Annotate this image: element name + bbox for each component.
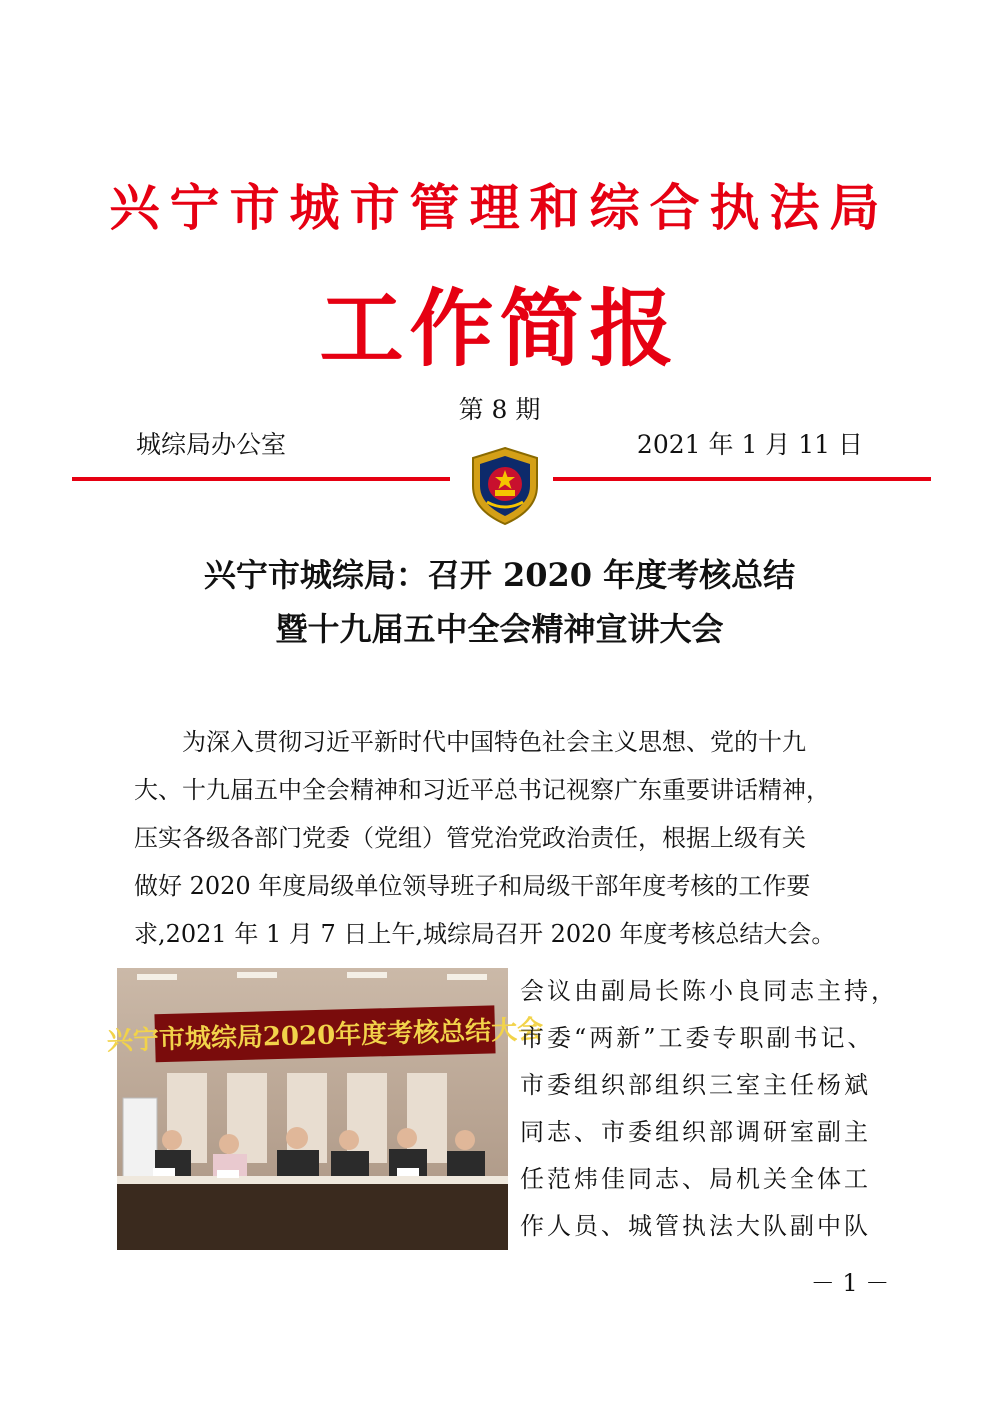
issue-date: 2021 年 1 月 11 日 xyxy=(636,430,863,459)
agency-title: 兴宁市城市管理和综合执法局 xyxy=(109,178,890,237)
side-line: 会议由副局长陈小良同志主持， xyxy=(520,977,898,1005)
headline-line: 兴宁市城综局：召开 2020 年度考核总结 xyxy=(203,556,796,594)
paragraph-line: 求,2021 年 1 月 7 日上午,城综局召开 2020 年度考核总结大会。 xyxy=(134,920,836,948)
article-paragraph xyxy=(134,718,882,958)
paragraph-line: 做好 2020 年度局级单位领导班子和局级干部年度考核的工作要 xyxy=(134,872,811,900)
wrapped-text-block xyxy=(520,968,898,1250)
article-headline xyxy=(0,548,999,656)
paragraph-line: 为深入贯彻习近平新时代中国特色社会主义思想、党的十九 xyxy=(182,728,806,756)
meeting-photo xyxy=(106,968,544,1250)
side-line: 作人员、城管执法大队副中队 xyxy=(520,1212,871,1240)
page-number: － 1 － xyxy=(810,1269,890,1297)
police-emblem-icon xyxy=(467,446,543,526)
headline-line: 暨十九届五中全会精神宣讲大会 xyxy=(275,610,724,648)
red-rule-right xyxy=(553,477,931,481)
masthead-title: 工作简报 xyxy=(319,279,680,378)
paragraph-line: 大、十九届五中全会精神和习近平总书记视察广东重要讲话精神， xyxy=(134,776,830,804)
side-line: 同志、市委组织部调研室副主 xyxy=(520,1118,871,1146)
issue-number: 第 8 期 xyxy=(458,395,541,424)
photo-banner-text: 兴宁市城综局2020年度考核总结大会 xyxy=(106,1015,544,1057)
paragraph-line: 压实各级各部门党委（党组）管党治党政治责任，根据上级有关 xyxy=(134,824,806,852)
side-line: 市委“两新”工委专职副书记、 xyxy=(520,1024,875,1052)
red-rule-left xyxy=(72,477,450,481)
side-line: 市委组织部组织三室主任杨斌 xyxy=(520,1071,871,1099)
issuing-office: 城综局办公室 xyxy=(136,430,287,459)
side-line: 任范炜佳同志、局机关全体工 xyxy=(520,1165,871,1193)
